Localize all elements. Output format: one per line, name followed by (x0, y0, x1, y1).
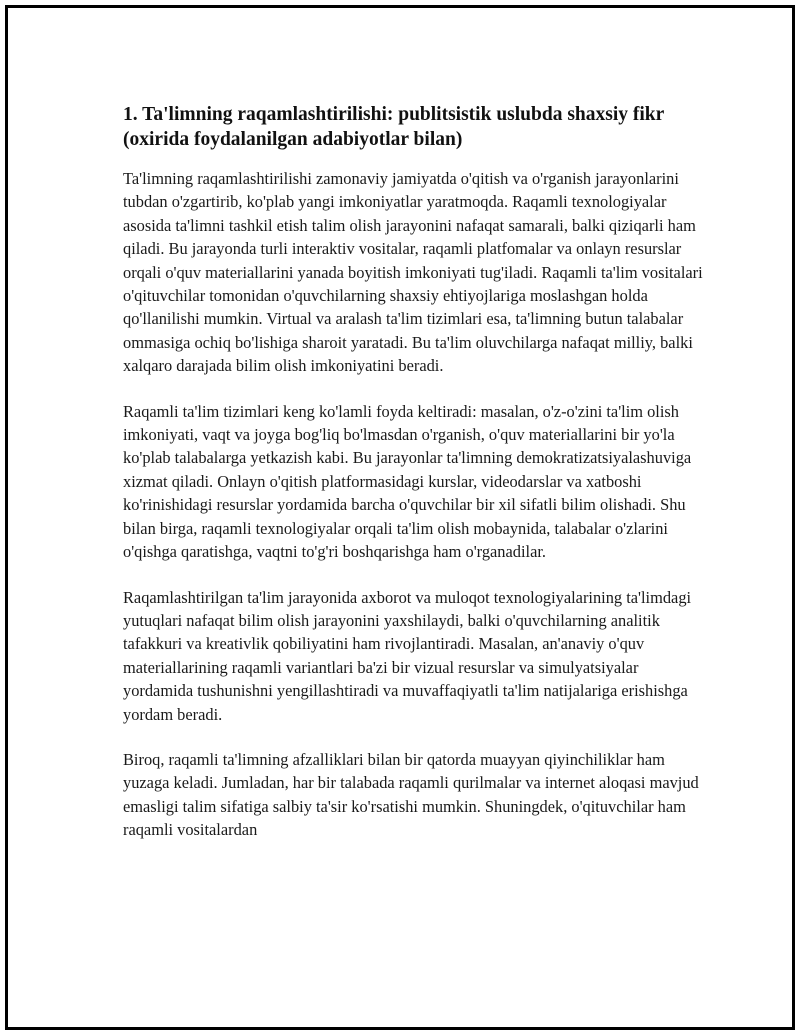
paragraph-2: Raqamli ta'lim tizimlari keng ko'lamli foyda keltiradi: masalan, o'z-o'zini ta'lim olish imkoniyati, vaqt va joyga bog'liq bo'lmasdan o'rganish, o'quv materiallarini bir yo'la ko'plab talabalarga yetkazish kabi. Bu jarayonlar ta'limning demokratizatsiyalashuviga xizmat qiladi. Onlayn o'qitish platformasidagi kurslar, videodarslar va xatboshi ko'rinishidagi resurslar yordamida barcha o'quvchilar bir xil sifatli bilim olishadi. Shu bilan birga, raqamli texnologiyalar orqali ta'lim olish mobaynida, talabalar o'zlarini o'qishga qaratishga, vaqtni to'g'ri boshqarishga ham o'rganadilar. (123, 401, 692, 562)
document-body (123, 102, 703, 864)
paragraph-4: Biroq, raqamli ta'limning afzalliklari bilan bir qatorda muayyan qiyinchiliklar ham yuzaga keladi. Jumladan, har bir talabada raqamli qurilmalar va internet aloqasi mavjud emasligi talim sifatiga salbiy ta'sir ko'rsatishi mumkin. Shuningdek, o'qituvchilar ham raqamli vositalardan (123, 749, 699, 840)
document-page (5, 5, 795, 1030)
document-title: 1. Ta'limning raqamlashtirilishi: publitsistik uslubda shaxsiy fikr (oxirida foydalanilgan adabiyotlar bilan) (123, 104, 664, 150)
paragraph-1: Ta'limning raqamlashtirilishi zamonaviy jamiyatda o'qitish va o'rganish jarayonlarini tubdan o'zgartirib, ko'plab yangi imkoniyatlar yaratmoqda. Raqamli texnologiyalar asosida ta'limni tashkil etish talim olish jarayonini nafaqat samarali, balki qiziqarli ham qiladi. Bu jarayonda turli interaktiv vositalar, raqamli platfomalar va onlayn resurslar orqali o'quv materiallarini yanada boyitish imkoniyati tug'iladi. Raqamli ta'lim vositalari o'qituvchilar tomonidan o'quvchilarning shaxsiy ehtiyojlariga moslashgan holda qo'llanilishi mumkin. Virtual va aralash ta'lim tizimlari esa, ta'limning butun talabalar ommasiga ochiq bo'lishiga sharoit yaratadi. Bu ta'lim oluvchilarga nafaqat milliy, balki xalqaro darajada bilim olish imkoniyatini beradi. (123, 169, 703, 376)
paragraph-3: Raqamlashtirilgan ta'lim jarayonida axborot va muloqot texnologiyalarining ta'limdagi yutuqlari nafaqat bilim olish jarayonini yaxshilaydi, balki o'quvchilarning analitik tafakkuri va kreativlik qobiliyatini ham rivojlantiradi. Masalan, an'anaviy o'quv materiallarining raqamli variantlari ba'zi bir vizual resurslar va simulyatsiyalar yordamida tushunishni yengillashtiradi va muvaffaqiyatli ta'lim natijalariga erishishga yordam beradi. (123, 587, 692, 724)
